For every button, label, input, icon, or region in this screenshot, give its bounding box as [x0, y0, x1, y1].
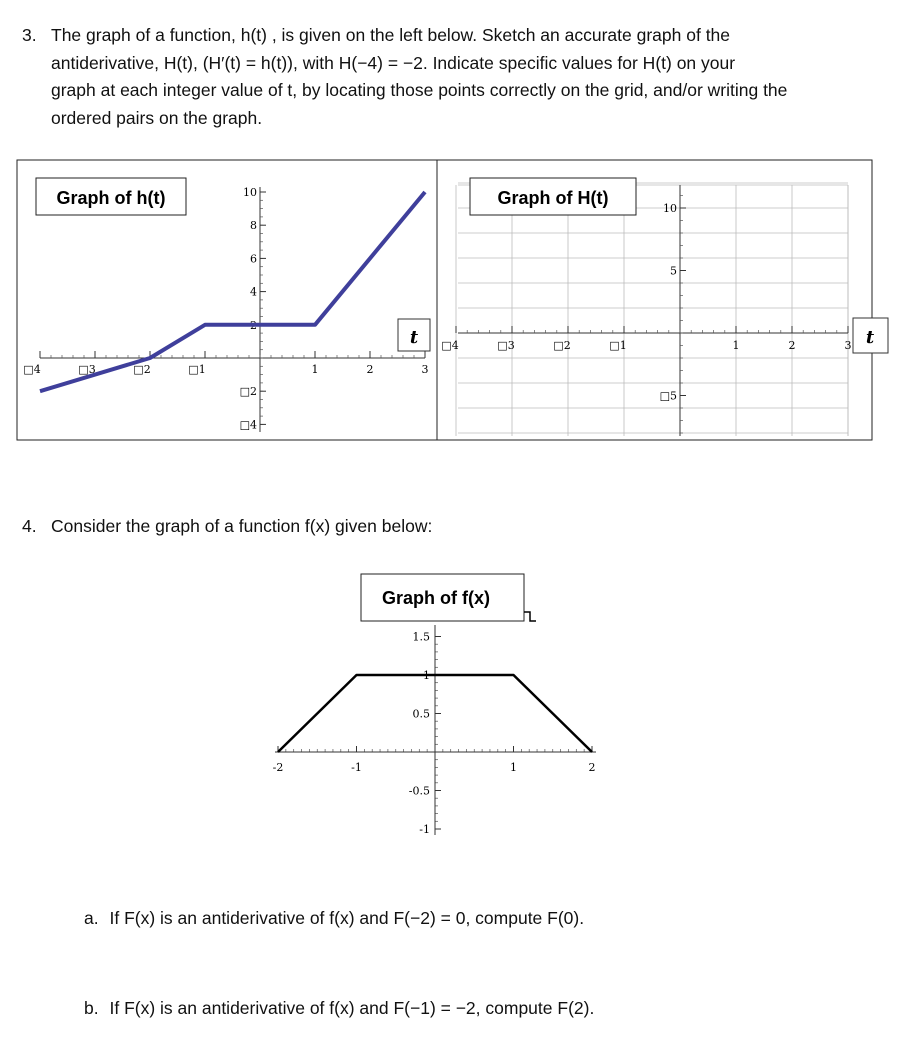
graph-h-x-tick-label: □4 [23, 363, 41, 376]
question-4-number: 4. [22, 516, 37, 536]
question-4-text: Consider the graph of a function f(x) given below: [51, 516, 433, 536]
graph-h-axis-label: t [409, 327, 419, 348]
graph-h-x-tick-label: 3 [421, 363, 429, 376]
part-b-label: b. [84, 998, 99, 1018]
graph-H-y-tick-label: 5 [670, 264, 677, 278]
graph-f-y-tick-label: 0.5 [412, 707, 430, 721]
graph-f-x-tick-label: 2 [588, 761, 596, 774]
graph-f-corner-mark [524, 612, 536, 621]
graph-h-x-tick-label: □2 [133, 363, 151, 376]
graph-H-x-tick-label: 1 [732, 339, 740, 352]
graph-f-x-tick-label: -2 [272, 761, 284, 774]
graph-H-title: Graph of H(t) [497, 188, 609, 208]
graph-H-y-tick-label: □5 [659, 389, 677, 403]
graph-f-y-tick-label: 1.5 [412, 630, 430, 644]
graph-H-axis-label: t [865, 327, 875, 348]
graph-h-x-tick-label: 2 [366, 363, 374, 376]
graph-f-x-tick-label: 1 [510, 761, 517, 774]
graph-H-x-tick-label: □4 [441, 339, 459, 352]
graph-h-curve [40, 192, 425, 391]
graph-h-x-tick-label: □3 [78, 363, 96, 376]
question-3-line: The graph of a function, h(t) , is given on the left below. Sketch an accurate graph of the [51, 25, 731, 45]
graph-h-axes [40, 187, 425, 432]
graph-f-title: Graph of f(x) [382, 588, 490, 608]
graph-h-y-tick-label: □4 [239, 418, 257, 432]
graph-H-x-tick-label: □1 [609, 339, 627, 352]
graph-f-y-tick-label: 1 [423, 669, 430, 682]
graph-h-x-tick-label: □1 [188, 363, 206, 376]
part-a-label: a. [84, 908, 99, 928]
graph-f-x-tick-label: -1 [351, 761, 362, 774]
graph-f-y-tick-label: -0.5 [408, 784, 430, 798]
graphs-panel [0, 0, 910, 470]
graph-h-y-tick-label: 2 [250, 318, 257, 332]
graph-H-y-tick-label: 10 [663, 202, 677, 215]
question-3-line: ordered pairs on the graph. [51, 107, 263, 128]
graph-h-x-tick-label: 1 [311, 363, 319, 376]
graph-H-x-tick-label: 2 [788, 339, 796, 352]
graph-h-y-tick-label: 6 [250, 252, 257, 266]
question-4b [84, 995, 594, 1023]
graph-H-x-tick-label: □3 [497, 339, 515, 352]
graph-h-title: Graph of h(t) [56, 188, 166, 208]
graph-h-y-tick-label: □2 [239, 385, 257, 399]
graph-f-y-tick-label: -1 [419, 823, 430, 836]
graph-h-y-tick-label: 4 [250, 285, 257, 299]
graph-h-y-tick-label: 8 [250, 219, 257, 233]
question-4a [84, 905, 584, 933]
question-3-line: antiderivative, H(t), (H′(t) = h(t)), with H(−4) = −2. Indicate specific values for H(t) on your [51, 52, 736, 73]
graph-H-x-tick-label: 3 [844, 339, 852, 352]
question-3-line: graph at each integer value of t, by locating those points correctly on the grid, and/or writing the [51, 80, 788, 100]
graph-H-x-tick-label: □2 [553, 339, 571, 352]
part-b-text: If F(x) is an antiderivative of f(x) and F(−1) = −2, compute F(2). [109, 998, 595, 1018]
graph-f-panel [0, 560, 910, 860]
graph-h-y-tick-label: 10 [243, 186, 257, 199]
graph-H-grid [456, 183, 848, 436]
part-a-text: If F(x) is an antiderivative of f(x) and F(−2) = 0, compute F(0). [109, 908, 585, 928]
question-3-number: 3. [22, 25, 37, 45]
